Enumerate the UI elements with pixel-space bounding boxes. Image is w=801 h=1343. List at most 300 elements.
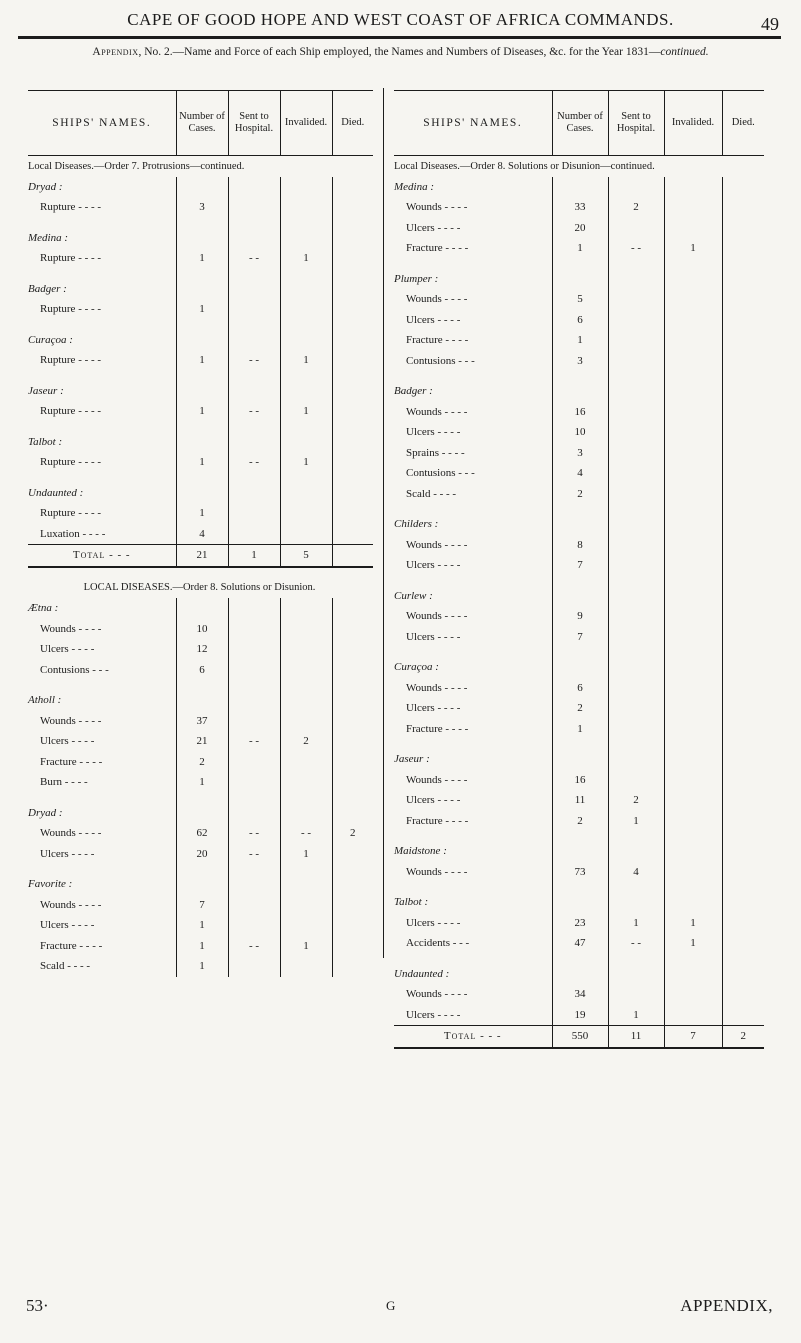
table-row	[394, 238, 764, 259]
invalided-value	[664, 627, 722, 648]
empty-cell	[722, 514, 764, 535]
died-value	[332, 452, 373, 473]
spacer-row	[28, 567, 373, 578]
empty-cell	[176, 228, 228, 249]
disease-name: Wounds - - - -	[406, 681, 468, 694]
died-value	[722, 197, 764, 218]
died-value	[722, 678, 764, 699]
total-label: Total - - -	[28, 545, 176, 567]
empty-cell	[176, 690, 228, 711]
disease-name: Contusions - - -	[406, 354, 475, 367]
table-row	[394, 351, 764, 372]
died-value	[722, 218, 764, 239]
cases-value: 10	[176, 619, 228, 640]
empty-cell	[176, 874, 228, 895]
empty-cell	[552, 269, 608, 290]
empty-cell	[280, 381, 332, 402]
table-row	[28, 401, 373, 422]
empty-cell	[722, 657, 764, 678]
ship-name: Ætna :	[28, 602, 59, 615]
ship-name-row	[28, 690, 373, 711]
ship-name: Undaunted :	[28, 486, 84, 499]
hospital-value	[228, 639, 280, 660]
empty-cell	[228, 598, 280, 619]
ship-name-row	[394, 269, 764, 290]
disease-name: Sprains - - - -	[406, 446, 465, 459]
cases-value: 2	[552, 484, 608, 505]
spacer-cell	[28, 422, 176, 432]
empty-cell	[332, 422, 373, 432]
invalided-value	[664, 443, 722, 464]
empty-cell	[332, 279, 373, 300]
spacer-row	[394, 647, 764, 657]
empty-cell	[608, 739, 664, 749]
caption-text: , No. 2.—Name and Force of each Ship employed, the Names and Numbers of Diseases, &c. for the Year 1831—	[138, 46, 661, 58]
died-value	[722, 790, 764, 811]
table-row	[28, 503, 373, 524]
empty-cell	[280, 690, 332, 711]
cases-value: 62	[176, 823, 228, 844]
hospital-value: - -	[228, 731, 280, 752]
spacer-row	[28, 422, 373, 432]
empty-cell	[332, 371, 373, 381]
cases-value: 73	[552, 862, 608, 883]
spacer-row	[394, 504, 764, 514]
hospital-value	[608, 984, 664, 1005]
spacer-cell	[394, 504, 552, 514]
invalided-value	[664, 678, 722, 699]
disease-name: Ulcers - - - -	[406, 426, 461, 439]
empty-cell	[552, 259, 608, 269]
right-disease-table	[394, 90, 764, 1049]
empty-cell	[608, 259, 664, 269]
total-hospital: 11	[608, 1026, 664, 1048]
spacer-row	[28, 864, 373, 874]
cases-value: 1	[176, 248, 228, 269]
invalided-value	[664, 719, 722, 740]
spacer-row	[28, 320, 373, 330]
died-value	[332, 844, 373, 865]
invalided-value	[280, 299, 332, 320]
empty-cell	[664, 749, 722, 770]
table-row	[394, 606, 764, 627]
empty-cell	[176, 371, 228, 381]
empty-cell	[332, 864, 373, 874]
spacer-cell	[394, 647, 552, 657]
disease-name: Fracture - - - -	[406, 334, 469, 347]
hospital-value	[608, 535, 664, 556]
empty-cell	[176, 320, 228, 330]
invalided-value	[280, 660, 332, 681]
col-died: Died.	[722, 91, 764, 156]
hospital-value	[228, 503, 280, 524]
hospital-value	[608, 627, 664, 648]
table-row	[394, 862, 764, 883]
disease-name: Wounds - - - -	[40, 898, 102, 911]
table-row	[28, 350, 373, 371]
empty-cell	[608, 514, 664, 535]
ship-name: Talbot :	[28, 435, 63, 448]
hospital-value: 2	[608, 197, 664, 218]
died-value	[722, 933, 764, 954]
invalided-value	[664, 330, 722, 351]
disease-name: Ulcers - - - -	[406, 221, 461, 234]
cases-value: 9	[552, 606, 608, 627]
empty-cell	[608, 371, 664, 381]
empty-cell	[664, 514, 722, 535]
empty-cell	[280, 432, 332, 453]
empty-cell	[228, 269, 280, 279]
ship-name-row	[394, 964, 764, 985]
died-value	[722, 627, 764, 648]
cases-value: 5	[552, 289, 608, 310]
empty-cell	[280, 803, 332, 824]
table-row	[28, 936, 373, 957]
spacer-row	[394, 831, 764, 841]
hospital-value	[608, 698, 664, 719]
table-row	[394, 984, 764, 1005]
empty-cell	[552, 831, 608, 841]
table-caption	[0, 46, 801, 58]
invalided-value	[664, 422, 722, 443]
ship-name-row	[28, 330, 373, 351]
empty-cell	[176, 422, 228, 432]
spacer-cell	[394, 831, 552, 841]
invalided-value	[664, 811, 722, 832]
invalided-value	[664, 484, 722, 505]
died-value	[332, 401, 373, 422]
cases-value: 34	[552, 984, 608, 1005]
running-title: CAPE OF GOOD HOPE AND WEST COAST OF AFRICA COMMANDS.	[127, 10, 674, 29]
empty-cell	[176, 381, 228, 402]
empty-cell	[664, 381, 722, 402]
hospital-value	[608, 678, 664, 699]
empty-cell	[280, 320, 332, 330]
empty-cell	[228, 371, 280, 381]
empty-cell	[332, 803, 373, 824]
empty-cell	[280, 680, 332, 690]
spacer-cell	[28, 793, 176, 803]
header-rule	[18, 36, 781, 39]
died-value	[722, 811, 764, 832]
invalided-value	[664, 606, 722, 627]
total-row	[28, 545, 373, 567]
died-value	[332, 660, 373, 681]
cases-value: 47	[552, 933, 608, 954]
hospital-value: - -	[228, 936, 280, 957]
died-value	[332, 752, 373, 773]
section-heading: Local Diseases.—Order 7. Protrusions—continued.	[28, 160, 245, 172]
disease-name: Rupture - - - -	[40, 201, 102, 214]
invalided-value	[664, 402, 722, 423]
cases-value: 33	[552, 197, 608, 218]
empty-cell	[228, 320, 280, 330]
table-row	[28, 660, 373, 681]
empty-cell	[332, 218, 373, 228]
empty-cell	[228, 874, 280, 895]
ship-name-row	[28, 598, 373, 619]
table-row	[28, 823, 373, 844]
cases-value: 12	[176, 639, 228, 660]
hospital-value	[608, 402, 664, 423]
empty-cell	[228, 381, 280, 402]
col-sent-to-hospital: Sent to Hospital.	[608, 91, 664, 156]
cases-value: 20	[176, 844, 228, 865]
ship-name-row	[28, 381, 373, 402]
hospital-value	[228, 197, 280, 218]
disease-name: Ulcers - - - -	[40, 919, 95, 932]
spacer-cell	[394, 954, 552, 964]
died-value	[722, 443, 764, 464]
empty-cell	[722, 892, 764, 913]
empty-cell	[608, 892, 664, 913]
table-row	[394, 310, 764, 331]
empty-cell	[552, 576, 608, 586]
empty-cell	[552, 841, 608, 862]
empty-cell	[228, 177, 280, 198]
table-row	[394, 770, 764, 791]
died-value	[722, 463, 764, 484]
hospital-value	[228, 915, 280, 936]
ship-name-row	[394, 657, 764, 678]
total-cases: 21	[176, 545, 228, 567]
cases-value: 6	[176, 660, 228, 681]
disease-name: Ulcers - - - -	[406, 313, 461, 326]
died-value	[332, 772, 373, 793]
died-value	[722, 606, 764, 627]
cases-value: 3	[552, 443, 608, 464]
disease-name: Wounds - - - -	[406, 538, 468, 551]
table-row	[394, 535, 764, 556]
table-row	[28, 895, 373, 916]
invalided-value: 2	[280, 731, 332, 752]
empty-cell	[664, 504, 722, 514]
empty-cell	[664, 841, 722, 862]
disease-name: Wounds - - - -	[40, 622, 102, 635]
hospital-value	[228, 299, 280, 320]
table-row	[394, 627, 764, 648]
spacer-row	[394, 259, 764, 269]
hospital-value	[608, 310, 664, 331]
ship-name-row	[394, 841, 764, 862]
empty-cell	[176, 483, 228, 504]
empty-cell	[228, 228, 280, 249]
invalided-value	[280, 619, 332, 640]
hospital-value	[228, 619, 280, 640]
hospital-value	[228, 752, 280, 773]
table-row	[394, 1005, 764, 1026]
left-table-header	[28, 91, 373, 156]
table-row	[28, 299, 373, 320]
ship-name-row	[28, 483, 373, 504]
col-number-of-cases: Number of Cases.	[552, 91, 608, 156]
disease-name: Wounds - - - -	[40, 714, 102, 727]
empty-cell	[228, 422, 280, 432]
table-row	[394, 933, 764, 954]
empty-cell	[280, 483, 332, 504]
empty-cell	[722, 831, 764, 841]
empty-cell	[664, 177, 722, 198]
ship-name-row	[394, 177, 764, 198]
empty-cell	[664, 954, 722, 964]
hospital-value: 4	[608, 862, 664, 883]
col-ships-names: SHIPS' NAMES.	[394, 91, 552, 156]
died-value	[722, 351, 764, 372]
disease-name: Rupture - - - -	[40, 303, 102, 316]
invalided-value: 1	[280, 248, 332, 269]
spacer-cell	[28, 320, 176, 330]
empty-cell	[664, 739, 722, 749]
empty-cell	[608, 831, 664, 841]
hospital-value: - -	[228, 844, 280, 865]
table-row	[394, 678, 764, 699]
died-value	[722, 238, 764, 259]
invalided-value	[664, 1005, 722, 1026]
table-row	[394, 422, 764, 443]
empty-cell	[552, 892, 608, 913]
cases-value: 4	[552, 463, 608, 484]
disease-name: Rupture - - - -	[40, 507, 102, 520]
cases-value: 6	[552, 310, 608, 331]
right-table-body	[394, 156, 764, 1048]
invalided-value	[664, 463, 722, 484]
died-value	[722, 402, 764, 423]
cases-value: 19	[552, 1005, 608, 1026]
total-hospital: 1	[228, 545, 280, 567]
empty-cell	[280, 218, 332, 228]
spacer-cell	[394, 259, 552, 269]
empty-cell	[552, 749, 608, 770]
empty-cell	[552, 882, 608, 892]
disease-name: Ulcers - - - -	[406, 1008, 461, 1021]
cases-value: 21	[176, 731, 228, 752]
empty-cell	[664, 892, 722, 913]
caption-suffix: continued.	[660, 46, 709, 58]
empty-cell	[176, 177, 228, 198]
empty-cell	[176, 218, 228, 228]
table-row	[394, 913, 764, 934]
invalided-value	[664, 535, 722, 556]
cases-value: 1	[552, 238, 608, 259]
empty-cell	[552, 954, 608, 964]
cases-value: 4	[176, 524, 228, 545]
table-row	[28, 639, 373, 660]
empty-cell	[722, 381, 764, 402]
total-label: Total - - -	[394, 1026, 552, 1048]
died-value	[332, 350, 373, 371]
died-value	[332, 248, 373, 269]
ship-name: Curlew :	[394, 589, 433, 602]
hospital-value: - -	[228, 248, 280, 269]
signature-mark-number: 53·	[26, 1296, 49, 1315]
disease-name: Ulcers - - - -	[406, 916, 461, 929]
ship-name-row	[28, 803, 373, 824]
empty-cell	[552, 514, 608, 535]
spacer-cell	[28, 680, 176, 690]
cases-value: 1	[176, 452, 228, 473]
empty-cell	[722, 882, 764, 892]
hospital-value: - -	[608, 933, 664, 954]
invalided-value	[664, 555, 722, 576]
empty-cell	[722, 371, 764, 381]
hospital-value	[228, 956, 280, 977]
hospital-value	[608, 289, 664, 310]
hospital-value	[608, 463, 664, 484]
table-row	[394, 218, 764, 239]
cases-value: 1	[176, 299, 228, 320]
cases-value: 37	[176, 711, 228, 732]
empty-cell	[608, 657, 664, 678]
invalided-value	[280, 197, 332, 218]
hospital-value	[228, 711, 280, 732]
hospital-value	[608, 484, 664, 505]
died-value	[332, 639, 373, 660]
empty-cell	[228, 483, 280, 504]
cases-value: 1	[552, 719, 608, 740]
died-value	[332, 524, 373, 545]
ship-name-row	[28, 874, 373, 895]
died-value	[332, 503, 373, 524]
total-row	[394, 1026, 764, 1048]
invalided-value	[664, 770, 722, 791]
empty-cell	[332, 680, 373, 690]
died-value	[332, 731, 373, 752]
disease-name: Contusions - - -	[40, 663, 109, 676]
cases-value: 10	[552, 422, 608, 443]
spacer-row	[394, 882, 764, 892]
ship-name: Curaçoa :	[394, 661, 439, 674]
empty-cell	[552, 371, 608, 381]
spacer-row	[394, 954, 764, 964]
ship-name-row	[28, 432, 373, 453]
table-row	[28, 452, 373, 473]
empty-cell	[332, 432, 373, 453]
died-value	[722, 555, 764, 576]
empty-cell	[176, 269, 228, 279]
empty-cell	[552, 657, 608, 678]
ship-name: Dryad :	[28, 806, 63, 819]
invalided-value	[664, 698, 722, 719]
disease-name: Fracture - - - -	[40, 939, 103, 952]
invalided-value	[280, 956, 332, 977]
empty-cell	[608, 504, 664, 514]
empty-cell	[722, 841, 764, 862]
empty-cell	[608, 381, 664, 402]
empty-cell	[280, 422, 332, 432]
empty-cell	[552, 504, 608, 514]
cases-value: 11	[552, 790, 608, 811]
invalided-value	[664, 310, 722, 331]
empty-cell	[722, 259, 764, 269]
empty-cell	[280, 269, 332, 279]
disease-name: Ulcers - - - -	[40, 643, 95, 656]
empty-cell	[664, 964, 722, 985]
spacer-cell	[28, 218, 176, 228]
disease-name: Ulcers - - - -	[406, 702, 461, 715]
empty-cell	[228, 473, 280, 483]
ship-name: Badger :	[394, 385, 433, 398]
empty-cell	[552, 739, 608, 749]
ship-name-row	[394, 749, 764, 770]
disease-name: Wounds - - - -	[406, 610, 468, 623]
table-row	[394, 443, 764, 464]
hospital-value: - -	[228, 401, 280, 422]
spacer-cell	[394, 576, 552, 586]
spacer-row	[28, 473, 373, 483]
signature-mark: G	[386, 1298, 396, 1313]
table-row	[28, 248, 373, 269]
ship-name-row	[394, 586, 764, 607]
